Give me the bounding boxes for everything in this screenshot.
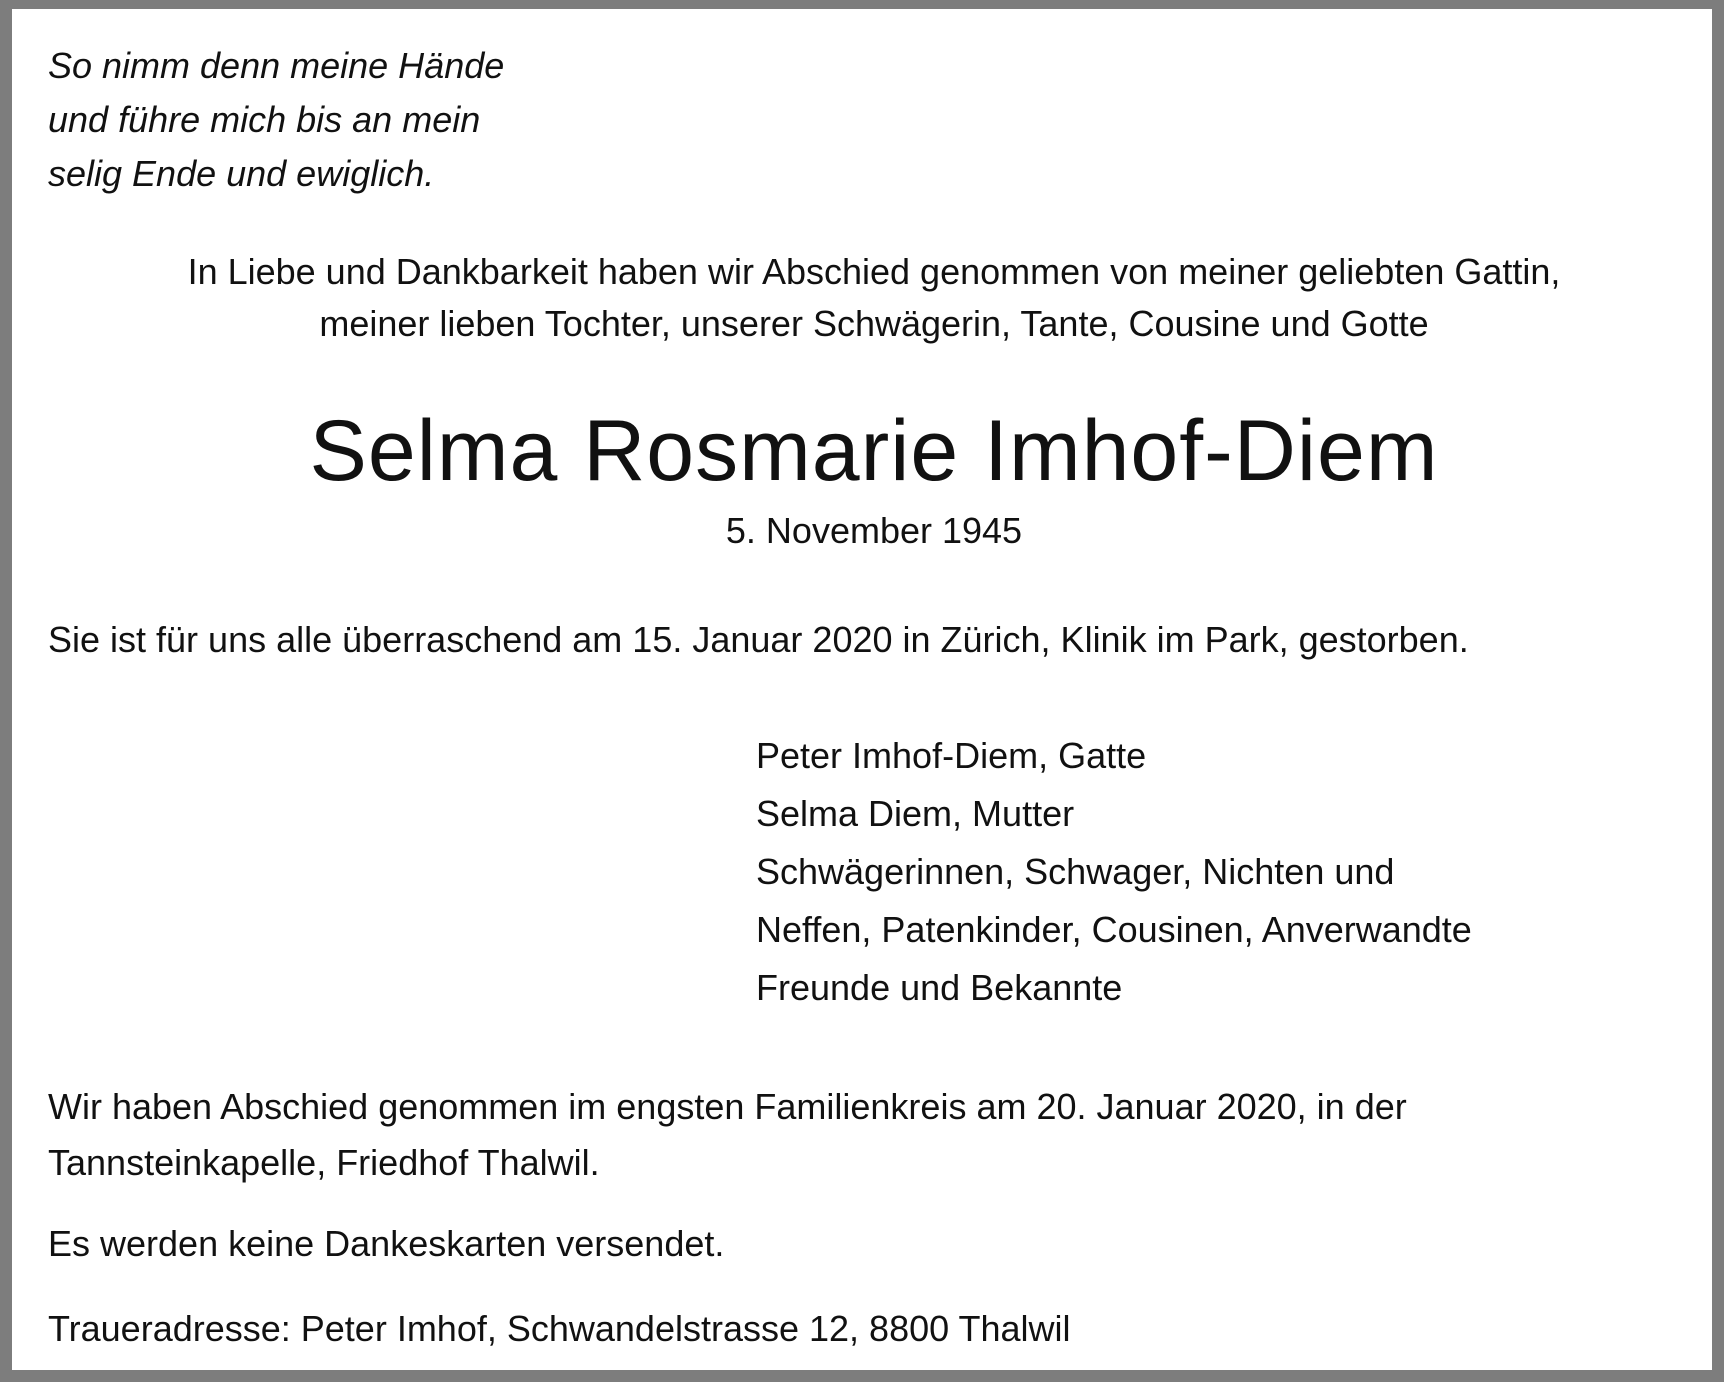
birth-date: 5. November 1945	[725, 510, 1023, 551]
mourner-line: Neffen, Patenkinder, Cousinen, Anverwandte	[756, 909, 1472, 950]
no-cards-notice: Es werden keine Dankeskarten versendet.	[48, 1223, 725, 1264]
mourning-address: Traueradresse: Peter Imhof, Schwandelstrasse 12, 8800 Thalwil	[48, 1308, 1071, 1349]
verse-quote	[48, 39, 504, 201]
ceremony-notice	[48, 1079, 1407, 1191]
deceased-name: Selma Rosmarie Imhof-Diem	[309, 403, 1439, 499]
verse-line: selig Ende und ewiglich.	[48, 153, 435, 194]
death-notice: Sie ist für uns alle überraschend am 15. Januar 2020 in Zürich, Klinik im Park, gestorben.	[48, 619, 1469, 660]
mourner-line: Selma Diem, Mutter	[756, 793, 1075, 834]
mourner-line: Freunde und Bekannte	[756, 967, 1123, 1008]
intro-line: In Liebe und Dankbarkeit haben wir Abschied genommen von meiner geliebten Gattin,	[187, 251, 1561, 292]
obituary-content	[48, 9, 1700, 1379]
intro-line: meiner lieben Tochter, unserer Schwägerin, Tante, Cousine und Gotte	[319, 303, 1429, 344]
verse-line: So nimm denn meine Hände	[48, 45, 505, 86]
mourners-list	[756, 727, 1472, 1017]
ceremony-line: Wir haben Abschied genommen im engsten Familienkreis am 20. Januar 2020, in der	[48, 1086, 1407, 1127]
mourner-line: Schwägerinnen, Schwager, Nichten und	[756, 851, 1395, 892]
intro-text	[48, 246, 1700, 350]
verse-line: und führe mich bis an mein	[48, 99, 481, 140]
mourner-line: Peter Imhof-Diem, Gatte	[756, 735, 1147, 776]
ceremony-line: Tannsteinkapelle, Friedhof Thalwil.	[48, 1142, 600, 1183]
